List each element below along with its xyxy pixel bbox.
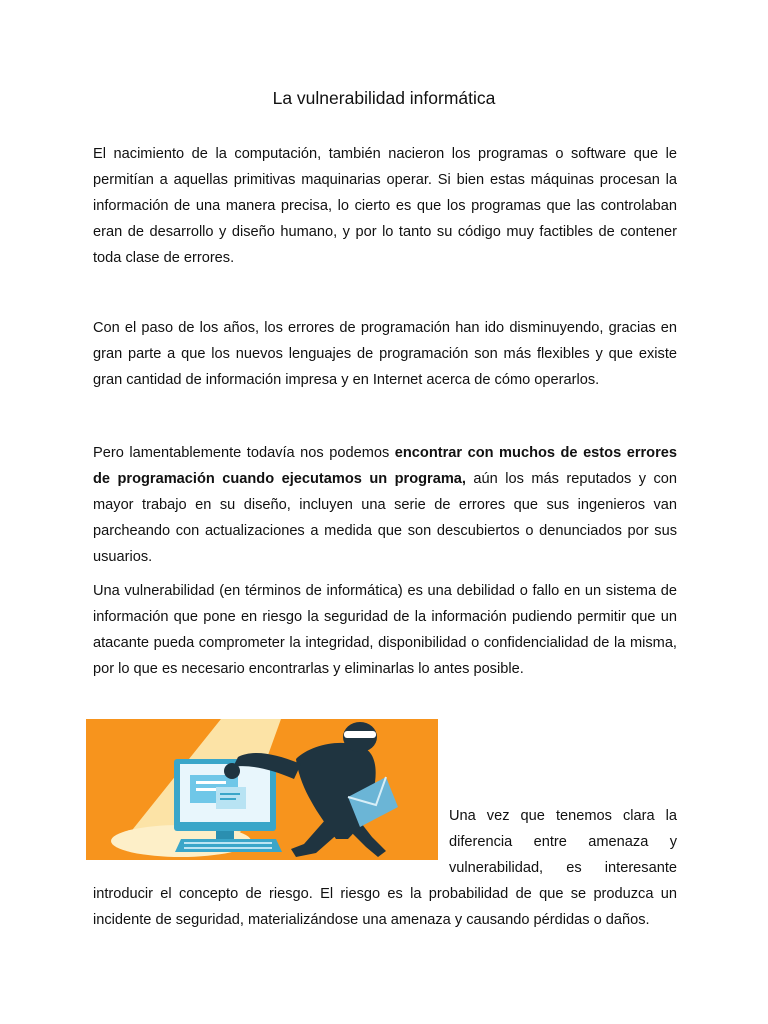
paragraph-3-bold: encontrar con muchos de estos errores de programación cuando ejecutamos un programa, [93,445,677,487]
hacker-mask [344,731,376,738]
paragraph-2: Con el paso de los años, los errores de programación han ido disminuyendo, gracias en gran parte a que los nuevos lenguajes de programación son más flexibles y que existe gran cantidad de información impresa y en Internet acerca de cómo operarlos. [93,320,677,388]
document-title: La vulnerabilidad informática [272,88,496,108]
hacker-stealing-data-illustration [86,719,438,860]
hacker-hand [224,763,240,779]
paragraph-3-start: Pero lamentablemente todavía nos podemos [93,445,395,461]
paragraph-3-end: aún los más reputados y con mayor trabajo en su diseño, incluyen una serie de errores que sus ingenieros van parcheando con actualizaciones a medida que son descubiertos o denunciados por sus usuarios. [93,471,677,565]
monitor-stand [216,831,234,839]
paragraph-3 [93,440,677,570]
paragraph-4: Una vulnerabilidad (en términos de informática) es una debilidad o fallo en un sistema de información que pone en riesgo la seguridad de la información pudiendo permitir que un atacante pueda comprometer la integridad, disponibilidad o confidencialidad de la misma, por lo que es necesario encontrarlas y eliminarlas lo antes posible. [93,583,677,677]
paragraph-5-rest: introducir el concepto de riesgo. El riesgo es la probabilidad de que se produzca un incidente de seguridad, materializándose una amenaza y causando pérdidas o daños. [93,886,677,928]
paragraph-5-side: Una vez que tenemos clara la diferencia entre amenaza y vulnerabilidad, es interesante [449,808,677,876]
keyboard [175,839,282,852]
paragraph-1: El nacimiento de la computación, también nacieron los programas o software que le permitían a aquellas primitivas maquinarias operar. Si bien estas máquinas procesan la información de una manera precisa, lo cierto es que los programas que las controlaban eran de desarrollo y diseño humano, y por lo tanto su código muy factibles de contener toda clase de errores. [93,146,677,266]
